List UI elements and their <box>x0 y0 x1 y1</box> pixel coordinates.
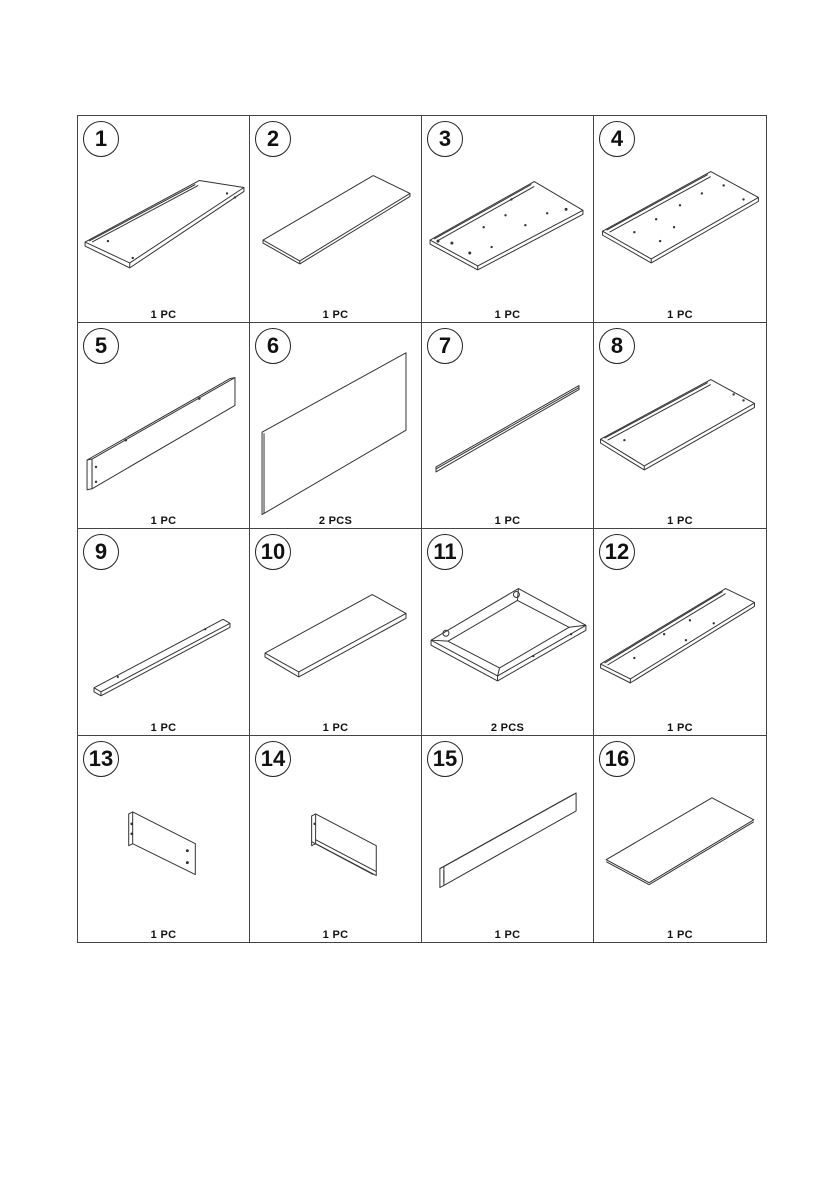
frame-icon <box>422 529 593 735</box>
part-cell <box>78 323 250 530</box>
quantity-label: 1 PC <box>150 308 177 321</box>
part-number: 5 <box>83 328 119 364</box>
quantity-label: 1 PC <box>667 929 693 941</box>
part-number: 8 <box>599 328 635 364</box>
part-cell <box>594 323 766 530</box>
part-number: 1 <box>83 121 119 157</box>
parts-grid <box>77 115 767 943</box>
drilled-panel-with-groove-icon <box>594 116 766 322</box>
rail-icon <box>422 323 593 529</box>
part-cell <box>594 529 766 736</box>
part-cell <box>422 323 594 530</box>
part-number: 10 <box>255 534 291 570</box>
part-cell <box>422 736 594 943</box>
quantity-label: 1 PC <box>494 308 521 321</box>
part-number: 13 <box>83 741 119 777</box>
part-cell <box>78 116 250 323</box>
part-number: 11 <box>427 534 463 570</box>
quantity-label: 1 PC <box>322 308 349 321</box>
part-cell <box>422 529 594 736</box>
quantity-label: 1 PC <box>494 515 521 527</box>
part-cell <box>78 736 250 943</box>
small-board-with-rail-icon <box>250 736 421 943</box>
part-number: 3 <box>427 121 463 157</box>
part-cell <box>594 736 766 943</box>
quantity-label: 1 PC <box>667 515 693 527</box>
quantity-label: 1 PC <box>150 515 177 527</box>
quantity-label: 1 PC <box>667 308 693 321</box>
part-number: 16 <box>599 741 635 777</box>
quantity-label: 1 PC <box>667 721 693 734</box>
part-cell <box>78 529 250 736</box>
part-cell <box>250 529 422 736</box>
plain-panel-icon <box>250 116 421 322</box>
drilled-panel-with-groove-icon <box>422 116 593 322</box>
part-number: 6 <box>255 328 291 364</box>
part-cell <box>250 736 422 943</box>
quantity-label: 1 PC <box>494 929 521 941</box>
long-upright-board-icon <box>422 736 593 943</box>
part-number: 7 <box>427 328 463 364</box>
part-number: 4 <box>599 121 635 157</box>
quantity-label: 2 PCS <box>490 721 525 734</box>
part-cell <box>422 116 594 323</box>
drilled-panel-with-groove-icon <box>594 529 766 735</box>
quantity-label: 1 PC <box>322 721 349 734</box>
part-number: 14 <box>255 741 291 777</box>
thin-sheet-icon <box>594 736 766 943</box>
quantity-label: 1 PC <box>150 721 177 734</box>
quantity-label: 1 PC <box>322 929 349 941</box>
panel-with-groove-icon <box>78 116 249 322</box>
part-number: 15 <box>427 741 463 777</box>
thin-back-board-icon <box>250 323 421 529</box>
part-cell <box>250 323 422 530</box>
upright-side-panel-icon <box>78 323 249 529</box>
part-number: 2 <box>255 121 291 157</box>
quantity-label: 2 PCS <box>318 515 353 527</box>
narrow-strip-icon <box>78 529 249 735</box>
part-cell <box>594 116 766 323</box>
part-cell <box>250 116 422 323</box>
part-number: 9 <box>83 534 119 570</box>
quantity-label: 1 PC <box>150 929 177 941</box>
plain-panel-icon <box>250 529 421 735</box>
small-drilled-board-icon <box>78 736 249 943</box>
panel-with-groove-icon <box>594 323 766 529</box>
part-number: 12 <box>599 534 635 570</box>
